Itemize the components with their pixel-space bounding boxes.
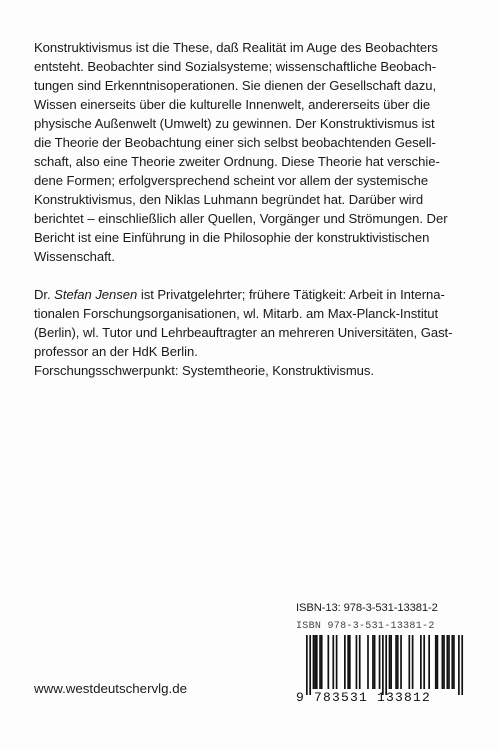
barcode-bar — [389, 635, 391, 689]
description-line: Wissen einerseits über die kulturelle Innenwelt, andererseits über die — [34, 97, 431, 112]
barcode-bar — [374, 635, 376, 689]
book-description — [34, 38, 466, 266]
barcode-bar — [382, 635, 384, 695]
isbn-label: ISBN-13: 978-3-531-13381-2 — [296, 602, 438, 614]
barcode-bar — [412, 635, 414, 689]
barcode-bar — [420, 635, 422, 689]
barcode-bar — [428, 635, 430, 689]
barcode-bar — [359, 635, 361, 689]
isbn-barcode — [296, 621, 466, 721]
barcode-bar — [435, 635, 437, 689]
barcode-bar — [408, 635, 410, 689]
barcode-digits: 9 783531 133812 — [296, 690, 432, 705]
barcode-bar — [372, 635, 374, 689]
barcode-bar — [379, 635, 381, 689]
barcode-bar — [313, 635, 315, 689]
description-line: schaft, also eine Theorie zweiter Ordnung. Diese Theorie hat verschie- — [34, 154, 440, 169]
description-line: Konstruktivismus, den Niklas Luhmann begründet hat. Darüber wird — [34, 192, 424, 207]
description-line: die Theorie der Beobachtung einer sich selbst beobachtenden Gesell- — [34, 135, 436, 150]
barcode-bar — [400, 635, 402, 689]
barcode-bar — [349, 635, 351, 689]
barcode-bar — [347, 635, 349, 689]
author-bio-text: ist Privatgelehrter; frühere Tätigkeit: Arbeit in Interna- — [137, 287, 445, 302]
author-name: Stefan Jensen — [54, 287, 138, 302]
barcode-bar — [321, 635, 323, 689]
barcode-bar — [453, 635, 455, 689]
description-line: Bericht ist eine Einführung in die Philosophie der konstruktivistischen — [34, 230, 430, 245]
description-line: Wissenschaft. — [34, 249, 115, 264]
barcode-bar — [442, 635, 444, 689]
barcode-bar — [446, 635, 448, 689]
publisher-website: www.westdeutschervlg.de — [34, 681, 187, 696]
barcode-bar — [458, 635, 460, 695]
barcode-bar — [332, 635, 334, 689]
barcode-bar — [306, 635, 308, 695]
description-line: physische Außenwelt (Umwelt) zu gewinnen. Der Konstruktivismus ist — [34, 116, 435, 131]
research-focus: Forschungsschwerpunkt: Systemtheorie, Konstruktivismus. — [34, 363, 375, 378]
description-line: berichtet – einschließlich aller Quellen, Vorgänger und Strömungen. Der — [34, 211, 448, 226]
author-bio-line: tionalen Forschungsorganisationen, wl. Mitarb. am Max-Planck-Institut — [34, 306, 439, 321]
description-line: entsteht. Beobachter sind Sozialsysteme; wissenschaftliche Beobach- — [34, 59, 437, 74]
barcode-bar — [319, 635, 321, 689]
author-bio — [34, 285, 466, 380]
barcode-bar — [327, 635, 329, 689]
description-line: tungen sind Erkenntnisoperationen. Sie dienen der Gesellschaft dazu, — [34, 78, 437, 93]
barcode-bar — [461, 635, 463, 695]
author-bio-line: (Berlin), wl. Tutor und Lehrbeauftragter an mehreren Universitäten, Gast- — [34, 325, 453, 340]
barcode-bar — [385, 635, 387, 695]
barcode-bar — [395, 635, 397, 689]
barcode-bar — [356, 635, 358, 689]
barcode-bar — [316, 635, 318, 689]
description-line: dene Formen; erfolgversprechend scheint vor allem der systemische — [34, 173, 429, 188]
text-content — [34, 38, 466, 380]
barcode-bar — [336, 635, 338, 689]
barcode-bar — [443, 635, 445, 689]
barcode-icon — [296, 635, 464, 695]
author-bio-line: professor an der HdK Berlin. — [34, 344, 198, 359]
barcode-bar — [367, 635, 369, 689]
barcode-bar — [448, 635, 450, 689]
barcode-bar — [451, 635, 453, 689]
barcode-bar — [423, 635, 425, 689]
barcode-bar — [390, 635, 392, 689]
author-bio-line — [34, 285, 466, 304]
barcode-bar — [314, 635, 316, 689]
barcode-bar — [344, 635, 346, 689]
barcode-bar — [437, 635, 439, 689]
barcode-isbn-text: ISBN 978-3-531-13381-2 — [296, 621, 435, 632]
description-line: Konstruktivismus ist die These, daß Realität im Auge des Beobachters — [34, 40, 438, 55]
barcode-bar — [397, 635, 399, 689]
author-prefix: Dr. — [34, 287, 55, 302]
barcode-bar — [309, 635, 311, 695]
